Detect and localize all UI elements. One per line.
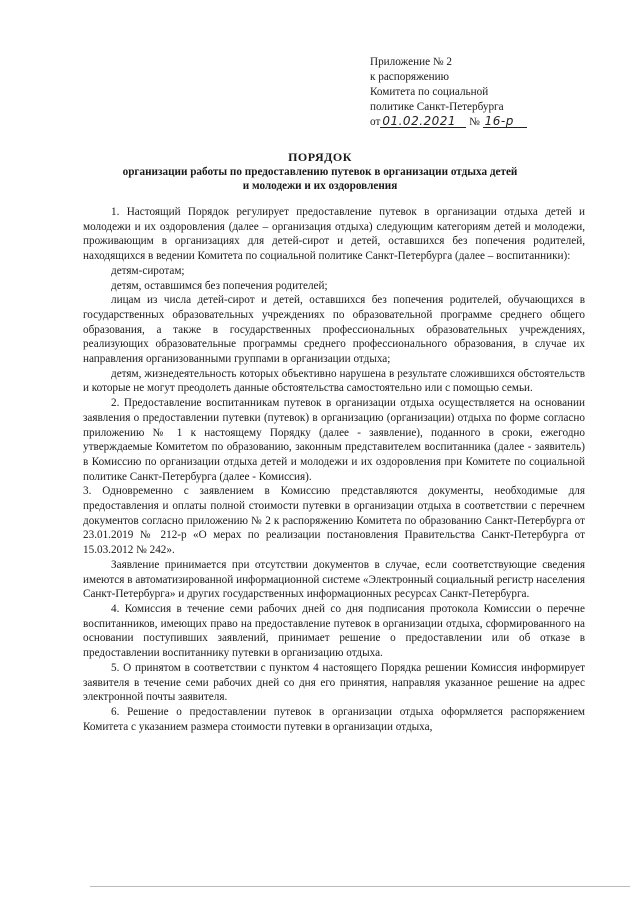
- scan-edge-line: [90, 886, 630, 887]
- paragraph: детям, оставшимся без попечения родителей;: [111, 279, 328, 292]
- handwritten-number: 16-р: [483, 115, 527, 128]
- document-heading: ПОРЯДОК: [288, 150, 352, 164]
- appendix-line: Приложение № 2: [370, 56, 452, 68]
- paragraph: 4. Комиссия в течение семи рабочих дней со дня подписания протокола Комиссии о перечне воспитанников, имеющих право на предоставление путевок в организации отдыха, сформированного на основании поступивших заявлений, принимает решение о предоставлении или об отказе в предоставлении воспитаннику путевки в организацию отдыха.: [83, 602, 585, 660]
- paragraph: 2. Предоставление воспитанникам путевок в организации отдыха осуществляется на основании заявления о предоставлении путевки (путевок) в организацию (организации) отдыха по форме согласно приложению № 1 к настоящему Порядку (далее - заявление), поданного в сроки, ежегодно утверждаемые Комитетом по образованию, законным представителем воспитанника (далее - заявитель) в Комиссию по организации отдыха детей и молодежи и их оздоровления при Комитете по социальной политике Санкт-Петербурга (далее - Комиссия).: [83, 397, 585, 483]
- paragraph: детям-сиротам;: [111, 264, 185, 277]
- paragraph: 1. Настоящий Порядок регулирует предоставление путевок в организации отдыха детей и молодежи и их оздоровления (далее – организация отдыха) следующим категориям детей и молодежи, проживающим в организациях для детей-сирот и детей, оставшихся без попечения родителей, находящихся в ведении Комитета по социальной политике Санкт-Петербурга (далее – воспитанники):: [83, 206, 585, 263]
- paragraph: детям, жизнедеятельность которых объективно нарушена в результате сложившихся обстоятельств и которые не могут преодолеть данные обстоятельства самостоятельно или с помощью семьи.: [83, 367, 585, 395]
- paragraph: 3. Одновременно с заявлением в Комиссию представляются документы, необходимые для предоставления и оплаты полной стоимости путевки в организации отдыха в соответствии с перечнем документов согласно приложению № 2 к распоряжению Комитета по образованию Санкт-Петербурга от 23.01.2019 № 212-р «О мерах по реализации постановления Правительства Санкт-Петербурга от 15.03.2012 № 242».: [83, 485, 585, 557]
- handwritten-date: 01.02.2021: [380, 115, 466, 128]
- paragraph: 5. О принятом в соответствии с пунктом 4 настоящего Порядка решении Комиссия информирует заявителя в течение семи рабочих дней со дня его принятия, направляя указанное решение на адрес электронной почты заявителя.: [83, 661, 585, 704]
- subtitle-line: и молодежи и их оздоровления: [242, 180, 398, 192]
- document-subtitle: [0, 165, 640, 193]
- number-label: №: [469, 116, 480, 128]
- paragraph: лицам из числа детей-сирот и детей, оставшихся без попечения родителей, обучающихся в государственных образовательных учреждениях по образовательной программе среднего общего образования, а также в государственных профессиональных образовательных учреждениях, реализующих образовательные программы среднего профессионального образования, в случае их направления организованными группами в организации отдыха;: [83, 294, 585, 366]
- appendix-block: [370, 55, 620, 130]
- subtitle-line: организации работы по предоставлению путевок в организации отдыха детей: [122, 166, 518, 178]
- paragraph: Заявление принимается при отсутствии документов в случае, если соответствующие сведения имеются в автоматизированной информационной системе «Электронный социальный регистр населения Санкт-Петербурга» и других государственных информационных ресурсах Санкт-Петербурга.: [83, 558, 585, 601]
- appendix-line: политике Санкт-Петербурга: [370, 101, 504, 113]
- appendix-date-number: [370, 115, 620, 130]
- paragraph: 6. Решение о предоставлении путевок в организации отдыха оформляется распоряжением Комитета с указанием размера стоимости путевки в организации отдыха,: [83, 705, 585, 733]
- appendix-line: к распоряжению: [370, 71, 449, 83]
- from-label: от: [370, 116, 381, 128]
- appendix-line: Комитета по социальной: [370, 86, 489, 98]
- document-body: [83, 205, 585, 734]
